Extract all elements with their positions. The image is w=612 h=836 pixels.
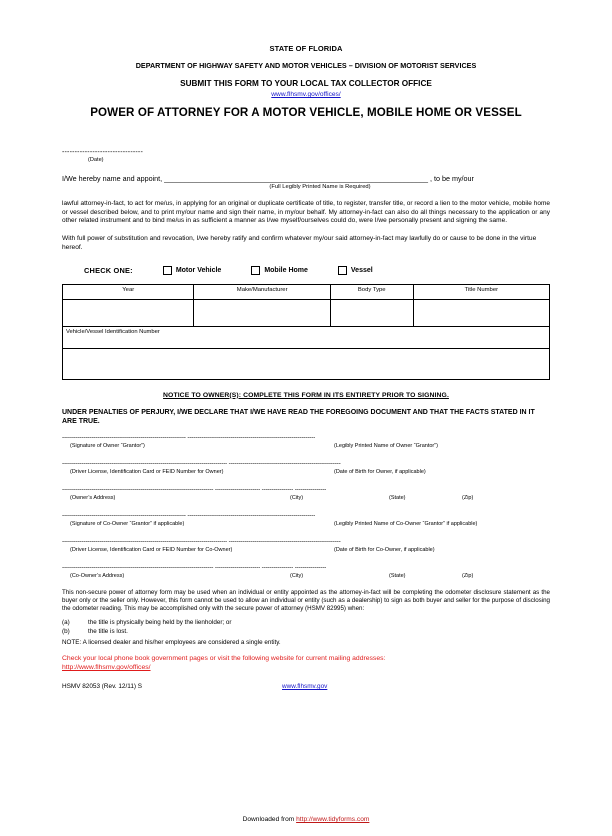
department-heading: DEPARTMENT OF HIGHWAY SAFETY AND MOTOR VEHICLES – DIVISION OF MOTORIST SERVICES <box>135 61 477 70</box>
label-owner-printed-name: (Legibly Printed Name of Owner “Grantor”) <box>334 442 438 449</box>
sig-line-5[interactable]: ------------------------------------------------------------------------------------ --------------------------------------------------------- <box>62 537 341 545</box>
date-label: (Date) <box>88 157 104 163</box>
appoint-name-field[interactable]: __________________________________________________________________ <box>164 174 428 183</box>
appoint-row <box>62 174 550 183</box>
label-owner-signature: (Signature of Owner “Grantor”) <box>70 442 145 449</box>
sig-row-5 <box>62 538 550 556</box>
single-entity-note: NOTE: A licensed dealer and his/her employees are considered a single entity. <box>62 639 281 647</box>
sig-row-6 <box>62 564 550 582</box>
sig-row-1 <box>62 434 550 452</box>
notice-to-owners: NOTICE TO OWNER(S): COMPLETE THIS FORM IN ITS ENTIRETY PRIOR TO SIGNING. <box>163 391 449 399</box>
sig-row-2 <box>62 460 550 478</box>
sig-line-4[interactable]: --------------------------------------------------------------- ----------------------------------------------------------------- <box>62 511 316 519</box>
vin-value-row[interactable] <box>63 348 550 379</box>
label-coowner-state: (State) <box>389 572 406 579</box>
document-page <box>0 44 612 836</box>
sig-labels-3 <box>62 495 550 504</box>
label-coowner-zip: (Zip) <box>462 572 474 579</box>
secure-poa-explanation: This non-secure power of attorney form may be used when an individual or entity appointed as the attorney-in-fact will be completing the odometer disclosure statement as the buyer only or the seller only. However, this form cannot be used to allow an individual or entity (such as a dealership) to sign as both buyer and seller for the purpose of disclosing the odometer reading. This may be accomplished only with the secure power of attorney (HSMV 82995) when: <box>62 588 550 612</box>
col-body-type: Body Type <box>330 284 413 299</box>
tidyforms-link[interactable]: http://www.tidyforms.com <box>296 816 370 823</box>
label-coowner-printed-name: (Legibly Printed Name of Co-Owner “Grantor” if applicable) <box>334 520 478 527</box>
sig-line-6[interactable]: ----------------------------------------------------------------------------- ----------------------- ---------------- ---------------- <box>62 563 327 571</box>
sig-line-3[interactable]: ----------------------------------------------------------------------------- ----------------------- ---------------- ---------------- <box>62 485 327 493</box>
checkbox-motor-vehicle[interactable] <box>163 266 222 275</box>
item-a-text: the title is physically being held by the lienholder; or <box>88 619 232 627</box>
list-item <box>62 628 550 635</box>
col-title-number: Title Number <box>413 284 549 299</box>
label-owner-state: (State) <box>389 494 406 501</box>
checkbox-mobile-home-label: Mobile Home <box>264 266 308 274</box>
label-owner-zip: (Zip) <box>462 494 474 501</box>
form-body <box>62 149 550 695</box>
label-owner-address: (Owner’s Address) <box>70 494 116 501</box>
checkbox-motor-vehicle-label: Motor Vehicle <box>175 266 222 274</box>
downloaded-prefix: Downloaded from <box>242 816 297 823</box>
item-b-text: the title is lost. <box>88 628 128 636</box>
sig-labels-4 <box>62 521 550 530</box>
date-blank[interactable]: -------------------------------- <box>62 149 143 156</box>
downloaded-from <box>0 816 612 823</box>
mailing-address-notice <box>62 654 550 672</box>
cell-body-type[interactable] <box>330 299 413 326</box>
table-header-row <box>63 284 550 299</box>
vin-label-row <box>63 326 550 348</box>
mailing-address-text: Check your local phone book government pages or visit the following website for current mailing addresses: <box>62 655 386 663</box>
label-owner-city: (City) <box>290 494 304 501</box>
appoint-prefix: I/We hereby name and appoint, <box>62 174 163 183</box>
cell-title-number[interactable] <box>413 299 549 326</box>
paragraph-powers: lawful attorney-in-fact, to act for me/us, in applying for an original or duplicate certificate of title, to register, transfer title, or record a lien to the motor vehicle, mobile home or vessel described below, and to print my/our name and sign their name, in my/our behalf. My attorney-in-fact can also do all things necessary to the application or any other related instrument and to bind me/us in as sufficient a manner as I/we myself/ourselves could do, were I/we personally present and signing the same. <box>62 200 550 225</box>
list-item <box>62 619 550 626</box>
sig-row-4 <box>62 512 550 530</box>
checkbox-vessel-label: Vessel <box>350 266 373 274</box>
sig-labels-5 <box>62 547 550 556</box>
flhsmv-link[interactable]: www.flhsmv.gov <box>282 683 328 691</box>
check-one-label: CHECK ONE: <box>84 265 133 275</box>
checkbox-mobile-home[interactable] <box>251 266 308 275</box>
cell-year[interactable] <box>63 299 194 326</box>
label-owner-dob: (Date of Birth for Owner, if applicable) <box>334 468 426 475</box>
vin-value[interactable] <box>63 348 550 379</box>
form-revision-id: HSMV 82053 (Rev. 12/11) S <box>62 683 143 691</box>
col-make: Make/Manufacturer <box>194 284 330 299</box>
sig-row-3 <box>62 486 550 504</box>
checkbox-icon[interactable] <box>251 266 260 275</box>
sig-labels-1 <box>62 443 550 452</box>
paragraph-substitution: With full power of substitution and revocation, I/we hereby ratify and confirm whatever my/our said attorney-in-fact may lawfully do or cause to be done in the virtue hereof. <box>62 234 537 251</box>
checkbox-icon[interactable] <box>163 266 172 275</box>
mailing-address-link[interactable]: http://www.flhsmv.gov/offices/ <box>62 664 151 672</box>
submit-instruction: SUBMIT THIS FORM TO YOUR LOCAL TAX COLLECTOR OFFICE <box>180 79 432 88</box>
item-a-marker: (a) <box>62 619 70 627</box>
penalty-statement: UNDER PENALTIES OF PERJURY, I/WE DECLARE THAT I/WE HAVE READ THE FOREGOING DOCUMENT AND THAT THE FACTS STATED IN IT ARE TRUE. <box>62 408 535 425</box>
sig-labels-6 <box>62 573 550 582</box>
check-one-row <box>62 266 550 275</box>
col-year: Year <box>63 284 194 299</box>
footer-row <box>62 683 550 695</box>
item-b-marker: (b) <box>62 628 70 636</box>
label-coowner-dob: (Date of Birth for Co-Owner, if applicable) <box>334 546 435 553</box>
checkbox-icon[interactable] <box>338 266 347 275</box>
state-heading: STATE OF FLORIDA <box>269 44 343 53</box>
sig-line-2[interactable]: ------------------------------------------------------------------------------------ --------------------------------------------------------- <box>62 459 341 467</box>
offices-link[interactable]: www.flhsmv.gov/offices/ <box>271 91 341 98</box>
label-coowner-city: (City) <box>290 572 304 579</box>
form-title: POWER OF ATTORNEY FOR A MOTOR VEHICLE, MOBILE HOME OR VESSEL <box>90 106 522 119</box>
sig-line-1[interactable]: --------------------------------------------------------------- ----------------------------------------------------------------- <box>62 433 316 441</box>
sig-labels-2 <box>62 469 550 478</box>
label-owner-dl-number: (Driver License, Identification Card or FEID Number for Owner) <box>70 468 224 475</box>
label-coowner-address: (Co-Owner’s Address) <box>70 572 125 579</box>
label-coowner-signature: (Signature of Co-Owner “Grantor” if applicable) <box>70 520 185 527</box>
table-row[interactable] <box>63 299 550 326</box>
vehicle-description-table <box>62 284 550 380</box>
appoint-suffix: , to be my/our <box>430 174 474 183</box>
checkbox-vessel[interactable] <box>338 266 373 275</box>
signature-block <box>62 434 550 582</box>
vin-label: Vehicle/Vessel Identification Number <box>63 326 550 348</box>
cell-make[interactable] <box>194 299 330 326</box>
appoint-name-label: (Full Legibly Printed Name is Required) <box>269 184 371 190</box>
label-coowner-dl-number: (Driver License, Identification Card or FEID Number for Co-Owner) <box>70 546 233 553</box>
